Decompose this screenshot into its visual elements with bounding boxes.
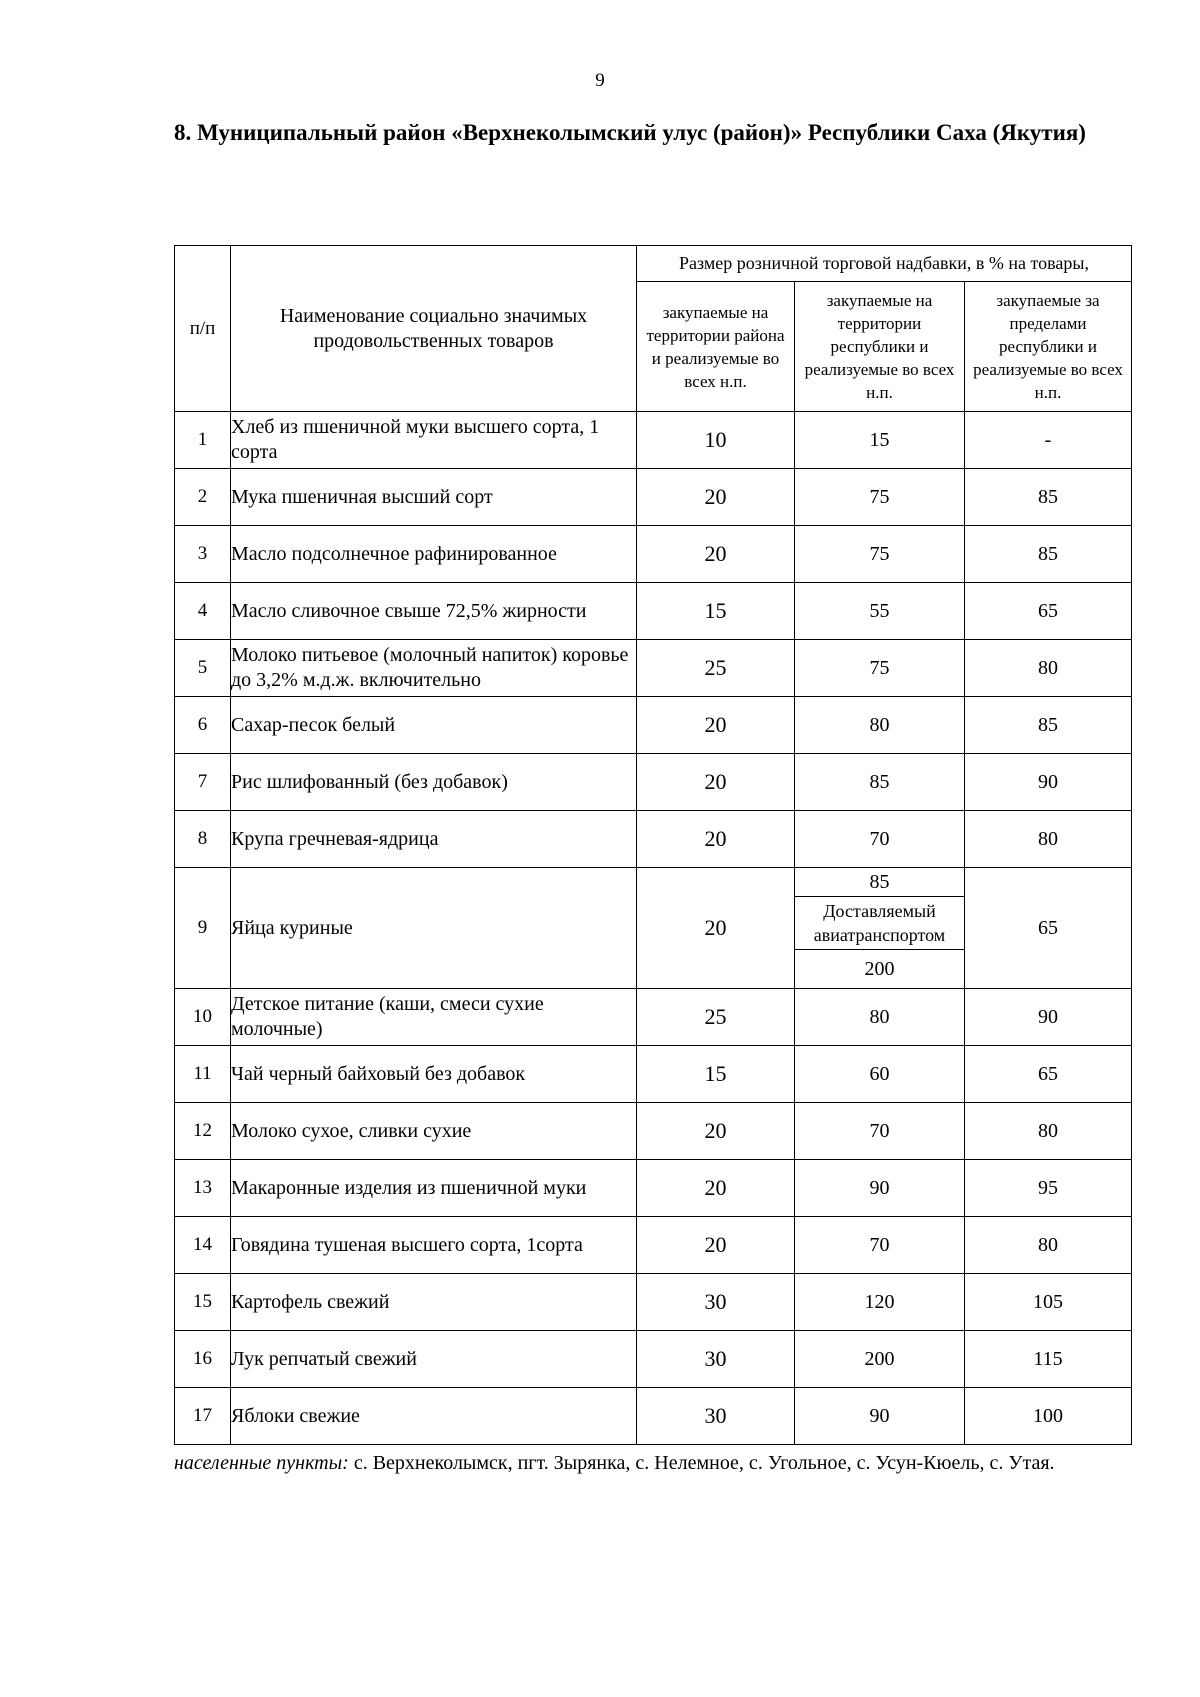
- markup-republic: 90: [795, 1160, 965, 1217]
- markup-outside: 80: [965, 640, 1132, 697]
- markup-republic: 90: [795, 1388, 965, 1445]
- product-name: Чай черный байховый без добавок: [231, 1046, 637, 1103]
- markup-district: 30: [637, 1388, 795, 1445]
- markup-outside: -: [965, 412, 1132, 469]
- product-name: Сахар-песок белый: [231, 697, 637, 754]
- product-name: Мука пшеничная высший сорт: [231, 469, 637, 526]
- markup-republic-air: 200: [864, 957, 895, 980]
- markup-district: 25: [637, 989, 795, 1046]
- product-name: Яйца куриные: [231, 868, 637, 989]
- row-number: 13: [175, 1160, 231, 1217]
- markup-republic: 120: [795, 1274, 965, 1331]
- markup-republic: 85: [795, 754, 965, 811]
- markup-outside: 95: [965, 1160, 1132, 1217]
- markup-outside: 85: [965, 697, 1132, 754]
- row-number: 3: [175, 526, 231, 583]
- product-name: Молоко питьевое (молочный напиток) коровье до 3,2% м.д.ж. включительно: [231, 640, 637, 697]
- header-row-number: п/п: [175, 246, 231, 412]
- header-product-name: [231, 246, 637, 412]
- markup-republic: 70: [795, 811, 965, 868]
- table-row: [175, 469, 1132, 526]
- markup-republic: 55: [795, 583, 965, 640]
- row-number: 16: [175, 1331, 231, 1388]
- product-name: Яблоки свежие: [231, 1388, 637, 1445]
- egg-split-cell: [795, 868, 964, 988]
- markup-outside: 65: [965, 583, 1132, 640]
- product-name: Картофель свежий: [231, 1274, 637, 1331]
- table-row: [175, 1046, 1132, 1103]
- table-row-eggs: [175, 868, 1132, 989]
- section-heading: 8. Муниципальный район «Верхнеколымский улус (район)» Республики Саха (Якутия): [174, 120, 1086, 145]
- header-district: [637, 282, 795, 412]
- table-row: [175, 1388, 1132, 1445]
- row-number: 5: [175, 640, 231, 697]
- table-row: [175, 754, 1132, 811]
- markup-outside: 115: [965, 1331, 1132, 1388]
- product-name: Лук репчатый свежий: [231, 1331, 637, 1388]
- markup-district: 20: [637, 526, 795, 583]
- markup-outside: 85: [965, 526, 1132, 583]
- markup-district: 10: [637, 412, 795, 469]
- row-number: 14: [175, 1217, 231, 1274]
- settlements-list: с. Верхнеколымск, пгт. Зырянка, с. Нелемное, с. Угольное, с. Усун-Кюель, с. Утая.: [348, 1452, 1055, 1474]
- row-number: 15: [175, 1274, 231, 1331]
- markup-district: 30: [637, 1331, 795, 1388]
- markup-outside: 105: [965, 1274, 1132, 1331]
- markup-outside: 100: [965, 1388, 1132, 1445]
- row-number: 12: [175, 1103, 231, 1160]
- header-product-name-text: Наименование социально значимых продовольственных товаров: [279, 304, 588, 352]
- markup-outside: 80: [965, 811, 1132, 868]
- table-row: [175, 1160, 1132, 1217]
- product-name: Крупа гречневая-ядрица: [231, 811, 637, 868]
- markup-republic: 75: [795, 526, 965, 583]
- markup-district: 20: [637, 697, 795, 754]
- table-row: [175, 412, 1132, 469]
- markup-outside: 90: [965, 989, 1132, 1046]
- table-body: [175, 412, 1132, 1445]
- table-row: [175, 697, 1132, 754]
- markup-district: 15: [637, 583, 795, 640]
- markup-republic: 75: [795, 640, 965, 697]
- markup-republic-split: [795, 868, 965, 989]
- markup-outside: 85: [965, 469, 1132, 526]
- row-number: 7: [175, 754, 231, 811]
- markup-republic: 200: [795, 1331, 965, 1388]
- header-district-text: закупаемые на территории района и реализуемые во всех н.п.: [646, 302, 785, 391]
- markup-outside: 65: [965, 1046, 1132, 1103]
- product-name: Хлеб из пшеничной муки высшего сорта, 1 сорта: [231, 412, 637, 469]
- table-row: [175, 640, 1132, 697]
- product-name: Масло сливочное свыше 72,5% жирности: [231, 583, 637, 640]
- markup-republic: 75: [795, 469, 965, 526]
- product-name: Масло подсолнечное рафинированное: [231, 526, 637, 583]
- row-number: 9: [175, 868, 231, 989]
- product-name: Говядина тушеная высшего сорта, 1сорта: [231, 1217, 637, 1274]
- table-row: [175, 526, 1132, 583]
- row-number: 8: [175, 811, 231, 868]
- table-row: [175, 1103, 1132, 1160]
- settlements-label: населенные пункты:: [174, 1452, 349, 1474]
- table-row: [175, 811, 1132, 868]
- markup-republic: 60: [795, 1046, 965, 1103]
- row-number: 11: [175, 1046, 231, 1103]
- markup-district: 20: [637, 754, 795, 811]
- markup-district: 20: [637, 1103, 795, 1160]
- markup-district: 15: [637, 1046, 795, 1103]
- markup-republic: 70: [795, 1217, 965, 1274]
- row-number: 6: [175, 697, 231, 754]
- row-number: 10: [175, 989, 231, 1046]
- markup-district: 20: [637, 1160, 795, 1217]
- markup-republic: 15: [795, 412, 965, 469]
- table-row: [175, 1331, 1132, 1388]
- air-delivery-note: Доставляемый авиатранспортом: [795, 897, 964, 950]
- product-name: Макаронные изделия из пшеничной муки: [231, 1160, 637, 1217]
- header-republic-text: закупаемые на территории республики и реализуемые во всех н.п.: [804, 291, 955, 402]
- row-number: 4: [175, 583, 231, 640]
- markup-republic: 80: [795, 697, 965, 754]
- table-row: [175, 583, 1132, 640]
- markup-district: 20: [637, 868, 795, 989]
- header-outside-text: закупаемые за пределами республики и реализуемые во всех н.п.: [973, 291, 1123, 402]
- row-number: 2: [175, 469, 231, 526]
- table-row: [175, 1274, 1132, 1331]
- markup-district: 30: [637, 1274, 795, 1331]
- table-row: [175, 989, 1132, 1046]
- settlements-note: [174, 1450, 1109, 1476]
- markup-outside: 80: [965, 1217, 1132, 1274]
- markup-outside: 80: [965, 1103, 1132, 1160]
- markup-district: 25: [637, 640, 795, 697]
- markup-district: 20: [637, 811, 795, 868]
- table-row: [175, 1217, 1132, 1274]
- product-name: Молоко сухое, сливки сухие: [231, 1103, 637, 1160]
- markup-outside: 65: [965, 868, 1132, 989]
- markup-district: 20: [637, 469, 795, 526]
- markup-table: [174, 245, 1132, 1445]
- header-markup-group: Размер розничной торговой надбавки, в % на товары,: [637, 246, 1132, 282]
- markup-republic-main: 85: [795, 868, 964, 897]
- header-republic: [795, 282, 965, 412]
- product-name: Детское питание (каши, смеси сухие молочные): [231, 989, 637, 1046]
- row-number: 17: [175, 1388, 231, 1445]
- header-outside: [965, 282, 1132, 412]
- markup-outside: 90: [965, 754, 1132, 811]
- markup-republic: 80: [795, 989, 965, 1046]
- row-number: 1: [175, 412, 231, 469]
- markup-republic: 70: [795, 1103, 965, 1160]
- product-name: Рис шлифованный (без добавок): [231, 754, 637, 811]
- page-number: 9: [595, 70, 605, 91]
- markup-district: 20: [637, 1217, 795, 1274]
